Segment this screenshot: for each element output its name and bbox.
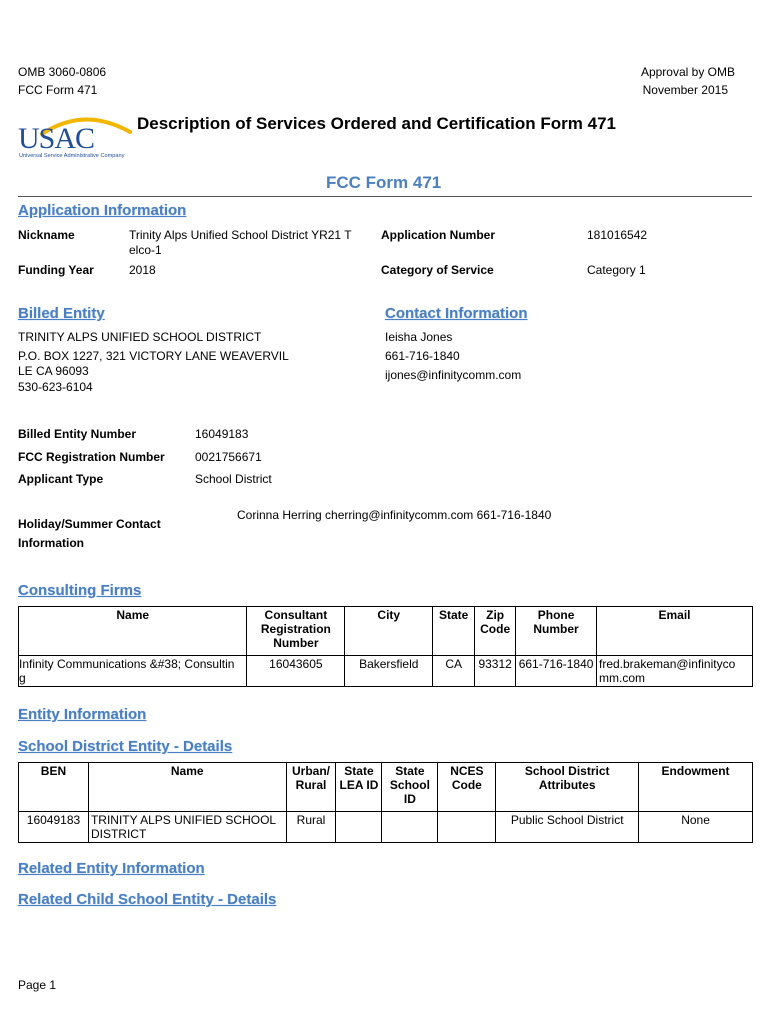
funding-year-label: Funding Year <box>18 263 94 277</box>
nickname-value-line2: elco-1 <box>129 243 162 257</box>
table-row <box>19 812 753 843</box>
consultant-city: Bakersfield <box>345 656 433 687</box>
table-row <box>19 656 753 687</box>
funding-year-value: 2018 <box>129 263 156 277</box>
consultant-reg-number: 16043605 <box>247 656 345 687</box>
ben-value: 16049183 <box>195 427 249 441</box>
contact-name: Ieisha Jones <box>385 330 453 344</box>
col-zip-header: Zip Code <box>475 607 516 656</box>
col-phone-header: Phone Number <box>516 607 597 656</box>
consultant-email: fred.brakeman@infinityco mm.com <box>597 656 753 687</box>
col-state-lea-header: State LEA ID <box>336 763 382 812</box>
consulting-firms-heading: Consulting Firms <box>18 582 142 599</box>
col-consultant-reg-header: Consultant Registration Number <box>247 607 345 656</box>
logo-text: USAC <box>18 122 95 155</box>
consultant-zip: 93312 <box>475 656 516 687</box>
approval-date: November 2015 <box>642 83 728 97</box>
page-title: Description of Services Ordered and Certification Form 471 <box>137 114 616 133</box>
holiday-contact-label-line2: Information <box>18 536 84 550</box>
contact-info-heading: Contact Information <box>385 305 528 322</box>
col-name-header: Name <box>19 607 247 656</box>
entity-urban-rural: Rural <box>286 812 336 843</box>
school-district-details-heading: School District Entity - Details <box>18 738 233 755</box>
ben-label: Billed Entity Number <box>18 427 137 441</box>
page-number: Page 1 <box>18 978 57 992</box>
entity-nces-code <box>438 812 496 843</box>
consulting-firms-table <box>18 606 753 687</box>
billed-entity-phone: 530-623-6104 <box>18 380 93 394</box>
col-city-header: City <box>345 607 433 656</box>
col-state-header: State <box>433 607 475 656</box>
contact-phone: 661-716-1840 <box>385 349 460 363</box>
consultant-phone: 661-716-1840 <box>516 656 597 687</box>
form-subtitle: FCC Form 471 <box>326 173 442 192</box>
contact-email: ijones@infinitycomm.com <box>385 368 522 382</box>
entity-info-heading: Entity Information <box>18 706 147 723</box>
billed-entity-address-line2: LE CA 96093 <box>18 364 89 378</box>
category-value: Category 1 <box>587 263 646 277</box>
related-entity-heading: Related Entity Information <box>18 860 205 877</box>
form-number: FCC Form 471 <box>18 83 98 97</box>
table-header-row <box>19 607 753 656</box>
usac-logo <box>14 112 136 164</box>
fcc-registration-label: FCC Registration Number <box>18 450 165 464</box>
col-name-header: Name <box>88 763 286 812</box>
entity-attributes: Public School District <box>496 812 639 843</box>
related-child-details-heading: Related Child School Entity - Details <box>18 891 277 908</box>
col-urban-rural-header: Urban/ Rural <box>286 763 336 812</box>
col-nces-header: NCES Code <box>438 763 496 812</box>
billed-entity-name: TRINITY ALPS UNIFIED SCHOOL DISTRICT <box>18 330 262 344</box>
billed-entity-heading: Billed Entity <box>18 305 105 322</box>
application-number-label: Application Number <box>381 228 496 242</box>
col-endowment-header: Endowment <box>639 763 753 812</box>
entity-state-lea-id <box>336 812 382 843</box>
applicant-type-label: Applicant Type <box>18 472 104 486</box>
entity-endowment: None <box>639 812 753 843</box>
holiday-contact-label-line1: Holiday/Summer Contact <box>18 517 161 531</box>
table-header-row <box>19 763 753 812</box>
header-divider <box>18 196 752 197</box>
fcc-registration-value: 0021756671 <box>195 450 262 464</box>
nickname-value-line1: Trinity Alps Unified School District YR21 T <box>129 228 352 242</box>
entity-state-school-id <box>382 812 438 843</box>
nickname-label: Nickname <box>18 228 75 242</box>
school-district-table <box>18 762 753 843</box>
col-attributes-header: School District Attributes <box>496 763 639 812</box>
logo-tagline: Universal Service Administrative Company <box>19 153 125 159</box>
category-label: Category of Service <box>381 263 494 277</box>
consultant-name: Infinity Communications &#38; Consultin g <box>19 656 247 687</box>
application-number-value: 181016542 <box>587 228 648 242</box>
col-email-header: Email <box>597 607 753 656</box>
holiday-contact-value: Corinna Herring cherring@infinitycomm.com 661-716-1840 <box>237 508 552 522</box>
application-info-heading: Application Information <box>18 202 187 219</box>
approval-text: Approval by OMB <box>640 65 735 79</box>
entity-name: TRINITY ALPS UNIFIED SCHOOL DISTRICT <box>88 812 286 843</box>
billed-entity-address-line1: P.O. BOX 1227, 321 VICTORY LANE WEAVERVIL <box>18 349 289 363</box>
col-ben-header: BEN <box>19 763 89 812</box>
applicant-type-value: School District <box>195 472 272 486</box>
omb-number: OMB 3060-0806 <box>18 65 107 79</box>
col-state-school-header: State School ID <box>382 763 438 812</box>
consultant-state: CA <box>433 656 475 687</box>
entity-ben: 16049183 <box>19 812 89 843</box>
